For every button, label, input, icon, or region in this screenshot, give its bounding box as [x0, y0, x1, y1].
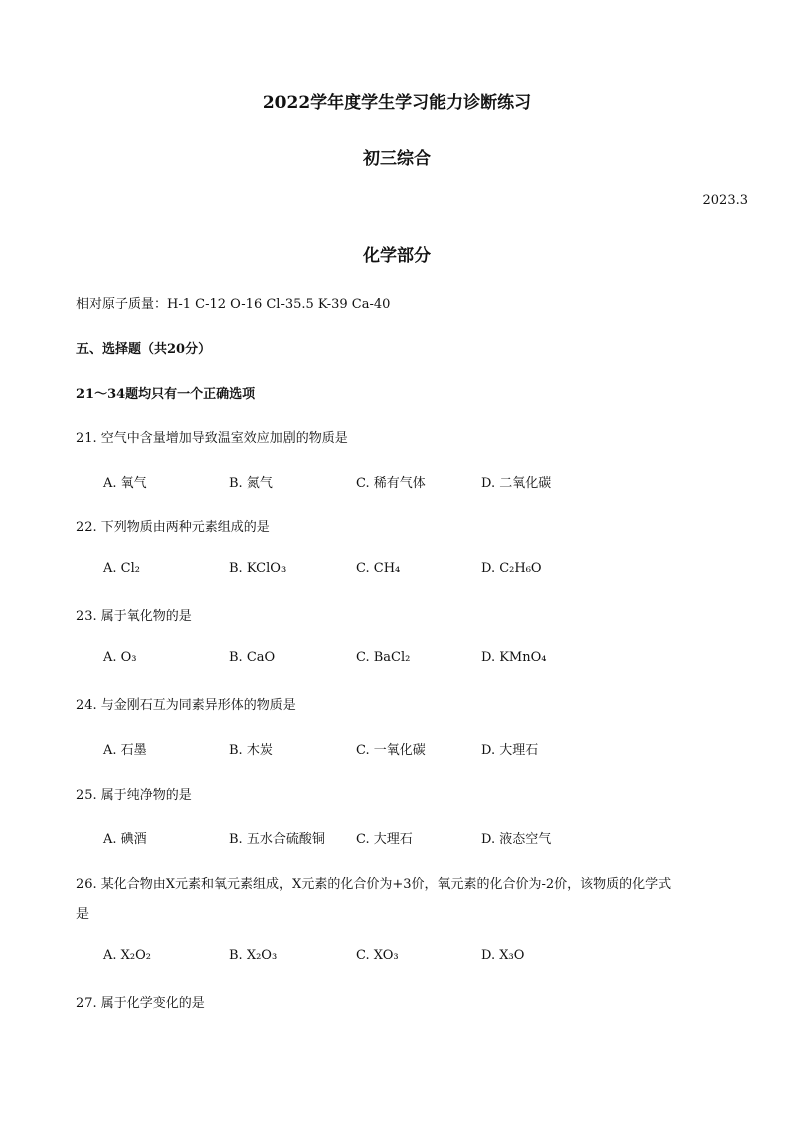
- question-stem: 27. 属于化学变化的是: [76, 996, 205, 1011]
- question-stem: 22. 下列物质由两种元素组成的是: [76, 520, 270, 535]
- option-b: B. 氮气: [229, 476, 273, 491]
- option-b: B. 五水合硫酸铜: [229, 832, 325, 847]
- section-title: 化学部分: [363, 246, 431, 266]
- option-d: D. C₂H₆O: [481, 561, 542, 576]
- part-note: 21～34题均只有一个正确选项: [76, 387, 256, 402]
- option-c: C. CH₄: [356, 561, 401, 576]
- question-stem: 25. 属于纯净物的是: [76, 788, 192, 803]
- option-b: B. X₂O₃: [229, 948, 278, 963]
- option-c: C. 一氧化碳: [356, 743, 426, 758]
- option-c: C. 大理石: [356, 832, 413, 847]
- option-d: D. 液态空气: [481, 832, 552, 847]
- option-a: A. Cl₂: [103, 561, 140, 576]
- atomic-masses-line: 相对原子质量：H-1 C-12 O-16 Cl-35.5 K-39 Ca-40: [76, 297, 391, 312]
- option-b: B. 木炭: [229, 743, 273, 758]
- option-d: D. X₃O: [481, 948, 525, 963]
- option-a: A. O₃: [103, 650, 137, 665]
- option-c: C. 稀有气体: [356, 476, 426, 491]
- option-d: D. KMnO₄: [481, 650, 547, 665]
- question-stem-continued: 是: [76, 907, 90, 922]
- option-d: D. 大理石: [481, 743, 539, 758]
- option-a: A. X₂O₂: [103, 948, 151, 963]
- document-date: 2023.3: [702, 193, 748, 208]
- question-stem: 24. 与金刚石互为同素异形体的物质是: [76, 698, 296, 713]
- option-c: C. XO₃: [356, 948, 399, 963]
- part-heading: 五、选择题（共20分）: [76, 342, 212, 357]
- question-stem: 26. 某化合物由X元素和氧元素组成，X元素的化合价为+3价，氧元素的化合价为-2价，该物质的化学式: [76, 877, 672, 892]
- option-c: C. BaCl₂: [356, 650, 411, 665]
- option-a: A. 氧气: [103, 476, 147, 491]
- option-b: B. KClO₃: [229, 561, 287, 576]
- option-b: B. CaO: [229, 650, 276, 665]
- option-a: A. 石墨: [103, 743, 147, 758]
- document-title: 2022学年度学生学习能力诊断练习: [262, 93, 532, 113]
- option-a: A. 碘酒: [103, 832, 147, 847]
- option-d: D. 二氧化碳: [481, 476, 552, 491]
- question-stem: 21. 空气中含量增加导致温室效应加剧的物质是: [76, 431, 348, 446]
- document-subtitle: 初三综合: [363, 149, 431, 169]
- question-stem: 23. 属于氧化物的是: [76, 609, 192, 624]
